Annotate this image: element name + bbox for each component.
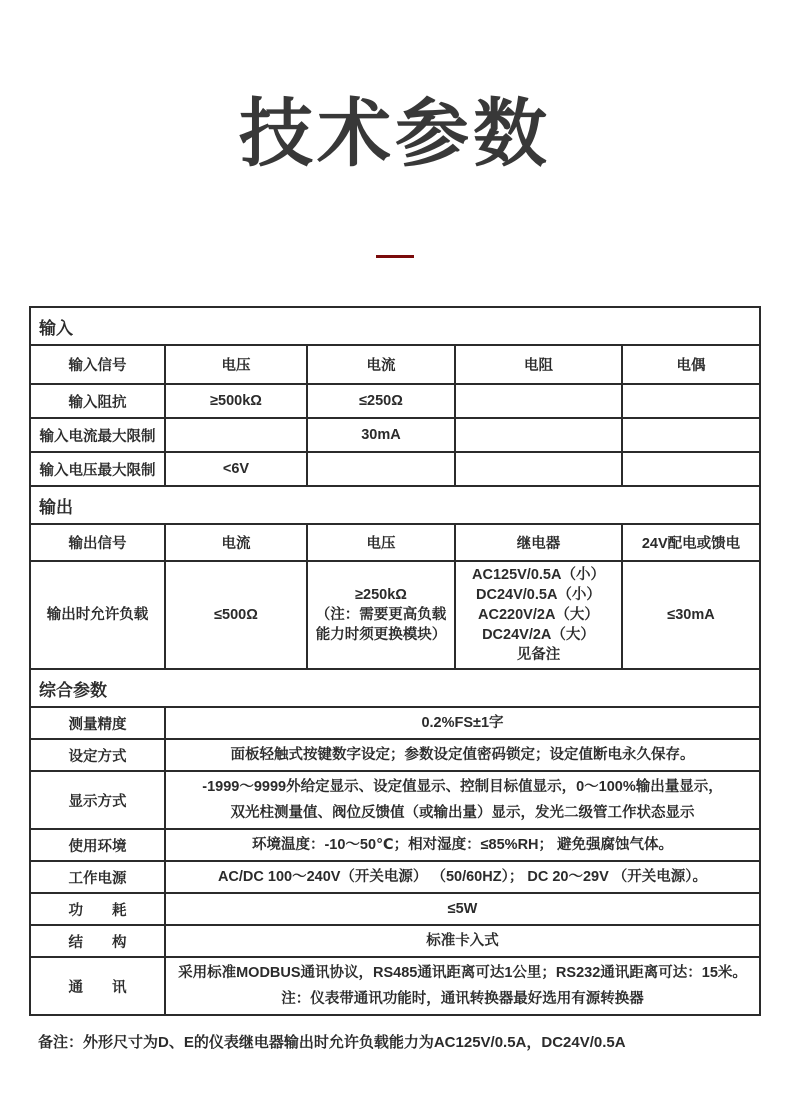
- value-line: 注：仪表带通讯功能时，通讯转换器最好选用有源转换器: [281, 991, 644, 1008]
- cell-value: AC/DC 100～240V（开关电源） （50/60HZ）； DC 20～29V （开关电源）。: [165, 861, 760, 893]
- output-col-header-24v: 24V配电或馈电: [622, 524, 760, 561]
- input-col-header-thermocouple: 电偶: [622, 345, 760, 384]
- relay-load-line: DC24V/2A（大）: [482, 627, 595, 644]
- section-row-input: [30, 307, 760, 345]
- cell-value: [165, 957, 760, 1015]
- output-col-header-current: 电流: [165, 524, 307, 561]
- cell-value: ≤5W: [165, 893, 760, 925]
- cell-voltage-load: [307, 561, 455, 669]
- table-row-power-consumption: [30, 893, 760, 925]
- cell-value: [622, 452, 760, 486]
- cell-value: ≥500kΩ: [165, 384, 307, 418]
- title-underline: [376, 255, 414, 258]
- table-row-setting-method: [30, 739, 760, 771]
- cell-relay-load: [455, 561, 622, 669]
- table-row-display-method: [30, 771, 760, 829]
- relay-load-line: 见备注: [516, 647, 561, 664]
- spec-table: [29, 306, 761, 1016]
- section-row-general: [30, 669, 760, 707]
- row-label: 输入阻抗: [30, 384, 165, 418]
- table-row-output-load: [30, 561, 760, 669]
- row-label: 通 讯: [30, 957, 165, 1015]
- section-header-input: 输入: [30, 307, 760, 345]
- table-row-accuracy: [30, 707, 760, 739]
- cell-value: [455, 452, 622, 486]
- voltage-load-line: （注：需要更高负载: [315, 607, 447, 624]
- output-col-header-signal: 输出信号: [30, 524, 165, 561]
- table-row-input-current-limit: [30, 418, 760, 452]
- input-col-header-voltage: 电压: [165, 345, 307, 384]
- cell-value: 环境温度：-10～50℃；相对湿度：≤85%RH； 避免强腐蚀气体。: [165, 829, 760, 861]
- footnote: 备注：外形尺寸为D、E的仪表继电器输出时允许负载能力为AC125V/0.5A，DC24V/0.5A: [38, 1034, 626, 1052]
- cell-value: [307, 452, 455, 486]
- relay-load-line: AC220V/2A（大）: [478, 607, 599, 624]
- row-label: 显示方式: [30, 771, 165, 829]
- input-header-row: [30, 345, 760, 384]
- table-row-input-impedance: [30, 384, 760, 418]
- input-col-header-signal: 输入信号: [30, 345, 165, 384]
- row-label: 输入电流最大限制: [30, 418, 165, 452]
- table-row-environment: [30, 829, 760, 861]
- input-col-header-resistance: 电阻: [455, 345, 622, 384]
- spec-document: [0, 84, 790, 1052]
- value-line: 采用标准MODBUS通讯协议，RS485通讯距离可达1公里；RS232通讯距离可达：15米。: [178, 965, 747, 982]
- cell-value: 0.2%FS±1字: [165, 707, 760, 739]
- page-title: 技术参数: [239, 92, 551, 175]
- row-label: 测量精度: [30, 707, 165, 739]
- row-label: 设定方式: [30, 739, 165, 771]
- output-col-header-voltage: 电压: [307, 524, 455, 561]
- table-row-communication: [30, 957, 760, 1015]
- cell-value: [622, 418, 760, 452]
- table-row-input-voltage-limit: [30, 452, 760, 486]
- row-label: 结 构: [30, 925, 165, 957]
- table-row-structure: [30, 925, 760, 957]
- voltage-load-line: 能力时须更换模块）: [315, 627, 447, 644]
- cell-value: 面板轻触式按键数字设定；参数设定值密码锁定；设定值断电永久保存。: [165, 739, 760, 771]
- cell-value: 标准卡入式: [165, 925, 760, 957]
- output-header-row: [30, 524, 760, 561]
- cell-current-load: ≤500Ω: [165, 561, 307, 669]
- value-line: 双光柱测量值、阀位反馈值（或输出量）显示，发光二级管工作状态显示: [230, 805, 695, 822]
- section-header-output: 输出: [30, 486, 760, 524]
- cell-value: <6V: [165, 452, 307, 486]
- row-label: 工作电源: [30, 861, 165, 893]
- cell-24v-load: ≤30mA: [622, 561, 760, 669]
- row-label: 功 耗: [30, 893, 165, 925]
- output-col-header-relay: 继电器: [455, 524, 622, 561]
- value-line: -1999～9999外给定显示、设定值显示、控制目标值显示，0～100%输出量显示，: [202, 779, 723, 796]
- cell-value: ≤250Ω: [307, 384, 455, 418]
- relay-load-line: DC24V/0.5A（小）: [476, 587, 601, 604]
- table-row-power-supply: [30, 861, 760, 893]
- cell-value: 30mA: [307, 418, 455, 452]
- cell-value: [165, 771, 760, 829]
- row-label: 使用环境: [30, 829, 165, 861]
- voltage-load-line: ≥250kΩ: [355, 587, 407, 604]
- input-col-header-current: 电流: [307, 345, 455, 384]
- row-label: 输入电压最大限制: [30, 452, 165, 486]
- cell-value: [455, 418, 622, 452]
- cell-value: [622, 384, 760, 418]
- cell-value: [165, 418, 307, 452]
- row-label: 输出时允许负载: [30, 561, 165, 669]
- section-header-general: 综合参数: [30, 669, 760, 707]
- relay-load-line: AC125V/0.5A（小）: [472, 567, 605, 584]
- cell-value: [455, 384, 622, 418]
- section-row-output: [30, 486, 760, 524]
